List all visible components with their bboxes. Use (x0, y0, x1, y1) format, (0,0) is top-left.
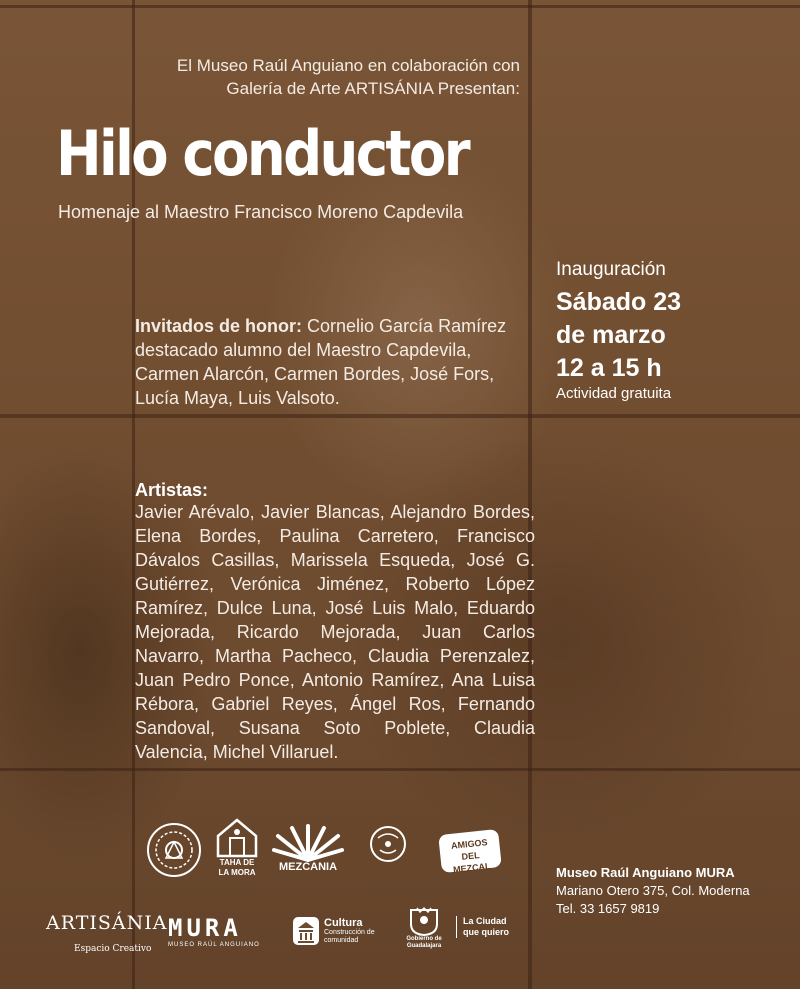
mezcania-logo (270, 822, 346, 872)
coat-of-arms-icon (405, 906, 443, 936)
venue-phone: Tel. 33 1657 9819 (556, 901, 660, 916)
cultura-subtitle: Construcción de comunidad (324, 929, 375, 944)
artisania-subtitle: Espacio Creativo (74, 944, 152, 954)
event-date-line-2: de marzo (556, 321, 666, 349)
cultura-title: Cultura (324, 917, 363, 929)
taha-logo (214, 818, 260, 878)
venue-info (556, 864, 750, 918)
mura-wordmark: MURA (168, 914, 242, 942)
venue-address: Mariano Otero 375, Col. Moderna (556, 883, 750, 898)
intro-text (60, 54, 520, 100)
artists-heading: Artistas: (135, 480, 209, 500)
cultura-icon (292, 916, 320, 946)
event-info (556, 258, 681, 403)
honor-text: Cornelio García Ramírez destacado alumno del Maestro Capdevila, Carmen Alarcón, Carmen Bordes, José Fors, Lucía Maya, Luis Valsoto. (135, 316, 507, 408)
guadalajara-text: Gobierno de Guadalajara (406, 936, 442, 949)
grid-line-h3 (0, 768, 800, 771)
ciudad-logo (456, 916, 511, 938)
poster-subtitle: Homenaje al Maestro Francisco Moreno Capdevila (58, 202, 464, 222)
event-date-line-1: Sábado 23 (556, 288, 682, 316)
event-time: 12 a 15 h (556, 354, 662, 382)
grid-line-h2 (0, 414, 800, 418)
round-brand-logo (368, 824, 408, 870)
grid-line-v2 (528, 0, 532, 989)
artisania-logo (46, 912, 167, 954)
honor-label: Invitados de honor: (135, 316, 303, 336)
mura-subtitle: MUSEO RAÚL ANGUIANO (168, 942, 260, 948)
mura-logo (168, 916, 260, 948)
poster-title: Hilo conductor (56, 117, 468, 190)
event-label: Inauguración (556, 259, 666, 280)
taha-text: TAHA DE LA MORA (218, 858, 256, 877)
grid-line-h1 (0, 5, 800, 8)
ciudad-text: La Ciudad que quiero (463, 916, 510, 937)
intro-line-1: El Museo Raúl Anguiano en colaboración con (176, 56, 520, 75)
cultura-logo (292, 916, 380, 946)
amigos-mezcal-logo: AMIGOS DEL MEZCAL (438, 829, 502, 873)
mezcania-text: MEZCANIA (278, 861, 338, 873)
guadalajara-logo (405, 906, 443, 950)
honor-guests (135, 314, 535, 410)
artisania-wordmark: ARTISÁNIA (46, 912, 168, 934)
intro-line-2: Galería de Arte ARTISÁNIA Presentan: (226, 79, 520, 98)
venue-name: Museo Raúl Anguiano MURA (556, 865, 735, 880)
event-note: Actividad gratuita (556, 385, 672, 402)
artists-list: Javier Arévalo, Javier Blancas, Alejandro Bordes, Elena Bordes, Paulina Carretero, Francisco Dávalos Casillas, Marissela Esqueda, José G. Gutiérrez, Verónica Jiménez, Roberto López Ramírez, Dulce Luna, José Luis Malo, Eduardo Mejorada, Ricardo Mejorada, Juan Carlos Navarro, Martha Pacheco, Claudia Perenzalez, Juan Pedro Ponce, Antonio Ramírez, Ana Luisa Rébora, Gabriel Reyes, Ángel Ros, Fernando Sandoval, Susana Soto Poblete, Claudia Valencia, Michel Villaruel. (135, 502, 535, 762)
seal-logo (146, 822, 202, 878)
